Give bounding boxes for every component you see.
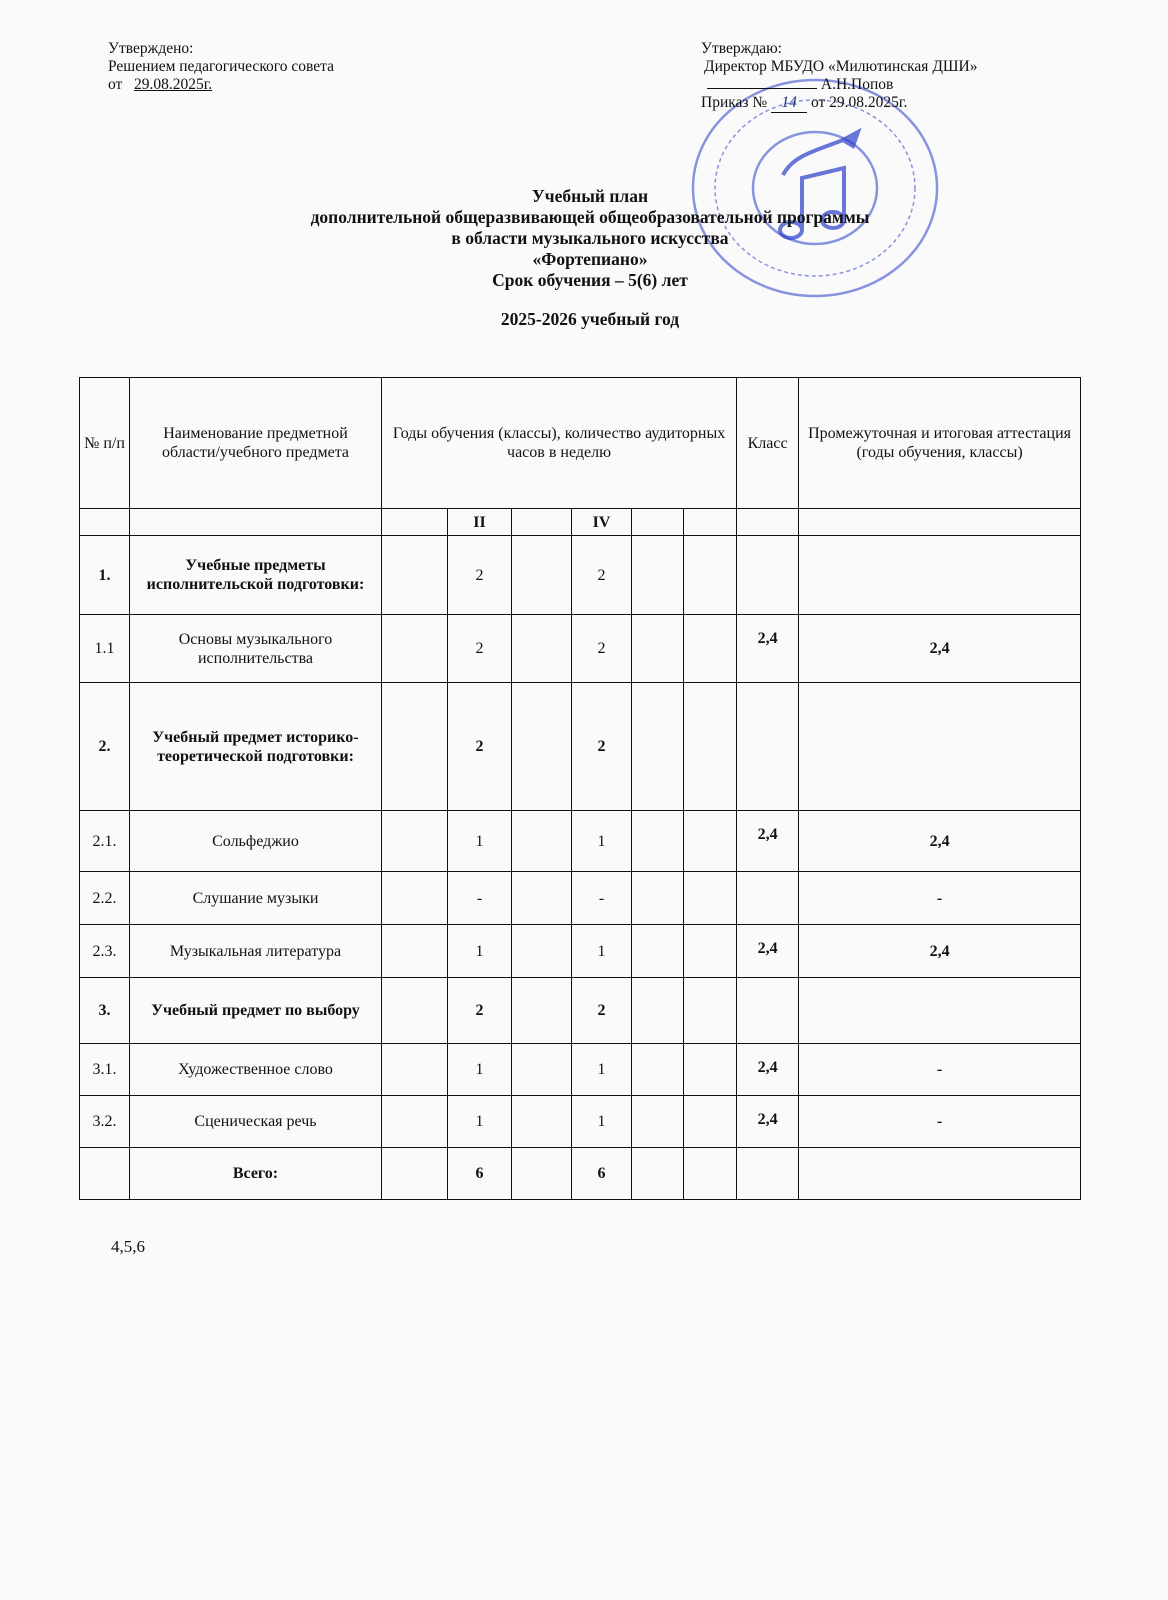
approval-date-line: от 29.08.2025г. bbox=[108, 76, 213, 93]
hours-year-3 bbox=[512, 1096, 572, 1148]
approval-right-block bbox=[701, 40, 977, 113]
year-columns-row bbox=[80, 509, 1081, 536]
header-num: № п/п bbox=[80, 378, 130, 509]
row-number: 3.1. bbox=[80, 1044, 130, 1096]
subject-row bbox=[80, 925, 1081, 978]
attestation-cell: - bbox=[799, 872, 1081, 925]
academic-year: 2025-2026 учебный год bbox=[500, 309, 680, 329]
hours-year-1 bbox=[382, 1096, 448, 1148]
hours-year-6 bbox=[684, 872, 737, 925]
header-years: Годы обучения (классы), количество аудиторных часов в неделю bbox=[382, 378, 737, 509]
hours-year-5 bbox=[632, 978, 684, 1044]
order-date: от 29.08.2025г. bbox=[810, 94, 908, 111]
hours-year-3 bbox=[512, 615, 572, 683]
document-title bbox=[230, 186, 950, 330]
subject-row bbox=[80, 615, 1081, 683]
year-col-6 bbox=[684, 509, 737, 536]
hours-year-3 bbox=[512, 1148, 572, 1200]
approval-date: 29.08.2025г. bbox=[133, 76, 213, 93]
title-program: дополнительной общеразвивающей общеобразовательной программы bbox=[310, 207, 870, 227]
subject-name: Сценическая речь bbox=[130, 1096, 382, 1148]
hours-year-4: - bbox=[572, 872, 632, 925]
class-cell bbox=[737, 683, 799, 811]
hours-year-6 bbox=[684, 1096, 737, 1148]
subject-name: Музыкальная литература bbox=[130, 925, 382, 978]
hours-year-4: 2 bbox=[572, 615, 632, 683]
year-row-name-blank bbox=[130, 509, 382, 536]
subject-row bbox=[80, 811, 1081, 872]
hours-year-6 bbox=[684, 1148, 737, 1200]
hours-year-3 bbox=[512, 872, 572, 925]
curriculum-table bbox=[79, 377, 1081, 1200]
title-plan: Учебный план bbox=[531, 186, 649, 206]
subject-name: Всего: bbox=[130, 1148, 382, 1200]
signatory-name: А.Н.Попов bbox=[820, 76, 894, 93]
hours-year-5 bbox=[632, 811, 684, 872]
hours-year-1 bbox=[382, 872, 448, 925]
order-number: 14 bbox=[771, 94, 807, 113]
hours-year-1 bbox=[382, 925, 448, 978]
hours-year-6 bbox=[684, 811, 737, 872]
footer-note: 4,5,6 bbox=[111, 1237, 145, 1256]
hours-year-4: 1 bbox=[572, 811, 632, 872]
class-cell: 2,4 bbox=[737, 811, 799, 872]
class-cell bbox=[737, 1148, 799, 1200]
header-row bbox=[80, 378, 1081, 509]
hours-year-2: 1 bbox=[448, 925, 512, 978]
plan-body bbox=[80, 536, 1081, 1200]
hours-year-3 bbox=[512, 1044, 572, 1096]
hours-year-1 bbox=[382, 683, 448, 811]
row-number bbox=[80, 1148, 130, 1200]
section-row bbox=[80, 536, 1081, 615]
hours-year-1 bbox=[382, 978, 448, 1044]
hours-year-4: 1 bbox=[572, 1044, 632, 1096]
hours-year-3 bbox=[512, 683, 572, 811]
row-number: 1.1 bbox=[80, 615, 130, 683]
hours-year-5 bbox=[632, 1096, 684, 1148]
hours-year-2: 1 bbox=[448, 811, 512, 872]
hours-year-4: 2 bbox=[572, 683, 632, 811]
row-number: 2.3. bbox=[80, 925, 130, 978]
hours-year-2: 2 bbox=[448, 615, 512, 683]
title-duration: Срок обучения – 5(6) лет bbox=[492, 270, 688, 290]
hours-year-2: 2 bbox=[448, 536, 512, 615]
hours-year-3 bbox=[512, 811, 572, 872]
hours-year-4: 1 bbox=[572, 925, 632, 978]
hours-year-6 bbox=[684, 683, 737, 811]
hours-year-3 bbox=[512, 978, 572, 1044]
year-col-4: IV bbox=[572, 509, 632, 536]
hours-year-5 bbox=[632, 1044, 684, 1096]
hours-year-1 bbox=[382, 615, 448, 683]
hours-year-5 bbox=[632, 615, 684, 683]
attestation-cell bbox=[799, 1148, 1081, 1200]
hours-year-1 bbox=[382, 811, 448, 872]
attestation-cell bbox=[799, 536, 1081, 615]
row-number: 2.2. bbox=[80, 872, 130, 925]
attestation-cell: - bbox=[799, 1044, 1081, 1096]
class-cell bbox=[737, 536, 799, 615]
attestation-cell bbox=[799, 683, 1081, 811]
row-number: 3. bbox=[80, 978, 130, 1044]
subject-name: Учебный предмет по выбору bbox=[130, 978, 382, 1044]
approved-label: Утверждено: bbox=[108, 40, 194, 57]
hours-year-5 bbox=[632, 683, 684, 811]
section-row bbox=[80, 1148, 1081, 1200]
class-cell: 2,4 bbox=[737, 925, 799, 978]
signature-line bbox=[701, 76, 977, 94]
director-title: Директор МБУДО «Милютинская ДШИ» bbox=[704, 58, 978, 75]
hours-year-5 bbox=[632, 872, 684, 925]
hours-year-6 bbox=[684, 978, 737, 1044]
subject-name: Слушание музыки bbox=[130, 872, 382, 925]
hours-year-2: - bbox=[448, 872, 512, 925]
hours-year-1 bbox=[382, 1044, 448, 1096]
hours-year-2: 6 bbox=[448, 1148, 512, 1200]
class-cell: 2,4 bbox=[737, 1044, 799, 1096]
attestation-cell bbox=[799, 978, 1081, 1044]
hours-year-6 bbox=[684, 536, 737, 615]
year-col-3 bbox=[512, 509, 572, 536]
attestation-cell: 2,4 bbox=[799, 615, 1081, 683]
hours-year-1 bbox=[382, 1148, 448, 1200]
year-row-class-blank bbox=[737, 509, 799, 536]
subject-name: Учебные предметы исполнительской подготовки: bbox=[130, 536, 382, 615]
hours-year-2: 1 bbox=[448, 1044, 512, 1096]
class-cell: 2,4 bbox=[737, 1096, 799, 1148]
hours-year-6 bbox=[684, 1044, 737, 1096]
hours-year-5 bbox=[632, 1148, 684, 1200]
subject-row bbox=[80, 872, 1081, 925]
class-cell: 2,4 bbox=[737, 615, 799, 683]
subject-name: Учебный предмет историко-теоретической подготовки: bbox=[130, 683, 382, 811]
year-col-1 bbox=[382, 509, 448, 536]
approve-label: Утверждаю: bbox=[701, 40, 782, 57]
row-number: 1. bbox=[80, 536, 130, 615]
hours-year-2: 2 bbox=[448, 683, 512, 811]
subject-name: Основы музыкального исполнительства bbox=[130, 615, 382, 683]
attestation-cell: 2,4 bbox=[799, 811, 1081, 872]
year-col-5 bbox=[632, 509, 684, 536]
subject-name: Сольфеджио bbox=[130, 811, 382, 872]
title-specialty: «Фортепиано» bbox=[532, 249, 648, 269]
subject-row bbox=[80, 1044, 1081, 1096]
hours-year-4: 1 bbox=[572, 1096, 632, 1148]
council-decision: Решением педагогического совета bbox=[108, 58, 334, 75]
hours-year-4: 2 bbox=[572, 536, 632, 615]
year-col-2: II bbox=[448, 509, 512, 536]
signature bbox=[707, 76, 817, 89]
subject-name: Художественное слово bbox=[130, 1044, 382, 1096]
hours-year-2: 2 bbox=[448, 978, 512, 1044]
header-name: Наименование предметной области/учебного предмета bbox=[130, 378, 382, 509]
header-class: Класс bbox=[737, 378, 799, 509]
hours-year-6 bbox=[684, 615, 737, 683]
approval-left-block bbox=[108, 40, 334, 94]
attestation-cell: - bbox=[799, 1096, 1081, 1148]
hours-year-5 bbox=[632, 536, 684, 615]
hours-year-3 bbox=[512, 925, 572, 978]
attestation-cell: 2,4 bbox=[799, 925, 1081, 978]
section-row bbox=[80, 978, 1081, 1044]
hours-year-4: 2 bbox=[572, 978, 632, 1044]
hours-year-4: 6 bbox=[572, 1148, 632, 1200]
title-area: в области музыкального искусства bbox=[451, 228, 729, 248]
subject-row bbox=[80, 1096, 1081, 1148]
hours-year-2: 1 bbox=[448, 1096, 512, 1148]
row-number: 2. bbox=[80, 683, 130, 811]
row-number: 2.1. bbox=[80, 811, 130, 872]
hours-year-1 bbox=[382, 536, 448, 615]
hours-year-5 bbox=[632, 925, 684, 978]
section-row bbox=[80, 683, 1081, 811]
order-line: Приказ № 14 от 29.08.2025г. bbox=[701, 94, 908, 111]
row-number: 3.2. bbox=[80, 1096, 130, 1148]
year-row-attestation-blank bbox=[799, 509, 1081, 536]
class-cell bbox=[737, 872, 799, 925]
hours-year-3 bbox=[512, 536, 572, 615]
class-cell bbox=[737, 978, 799, 1044]
header-attestation: Промежуточная и итоговая аттестация (годы обучения, классы) bbox=[799, 378, 1081, 509]
year-row-num-blank bbox=[80, 509, 130, 536]
hours-year-6 bbox=[684, 925, 737, 978]
